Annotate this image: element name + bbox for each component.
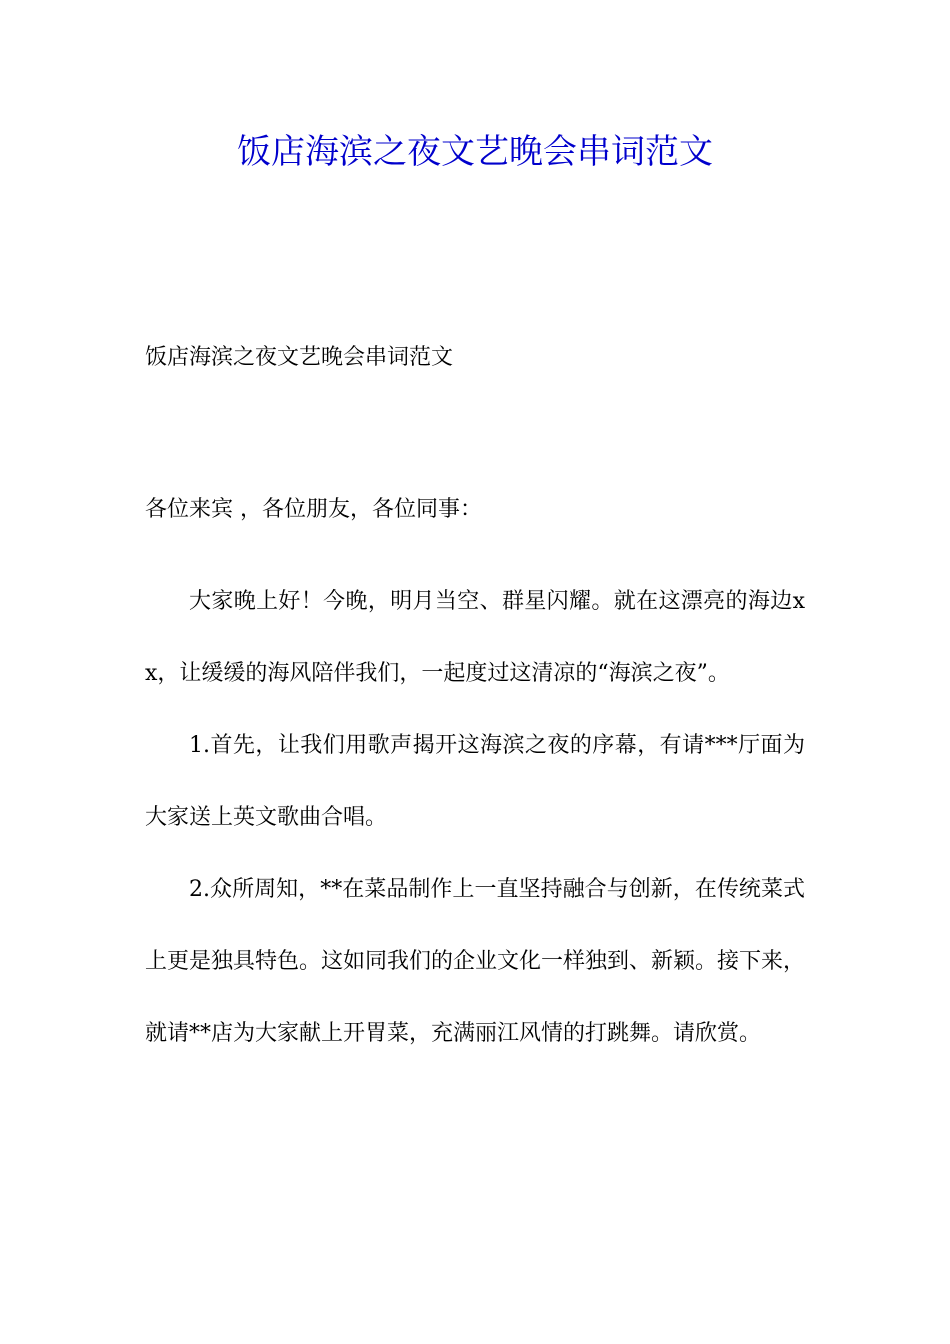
- paragraph-greeting: 大家晚上好！今晚，明月当空、群星闪耀。就在这漂亮的海边xx，让缓缓的海风陪伴我们，一起度过这清凉的“海滨之夜”。: [145, 589, 805, 686]
- document-title: 饭店海滨之夜文艺晚会串词范文: [237, 132, 713, 172]
- document-subtitle: 饭店海滨之夜文艺晚会串词范文: [145, 345, 454, 370]
- salutation: 各位来宾 ，各位朋友，各位同事：: [145, 497, 482, 522]
- paragraph-item-2: 2.众所周知，**在菜品制作上一直坚持融合与创新，在传统菜式上更是独具特色。这如同我们的企业文化一样独到、新颖。接下来，就请**店为大家献上开胃菜，充满丽江风情的打跳舞。请欣赏。: [145, 877, 806, 1046]
- paragraph-item-1: 1.首先，让我们用歌声揭开这海滨之夜的序幕，有请***厅面为大家送上英文歌曲合唱。: [145, 733, 805, 830]
- document-body: [145, 566, 805, 1070]
